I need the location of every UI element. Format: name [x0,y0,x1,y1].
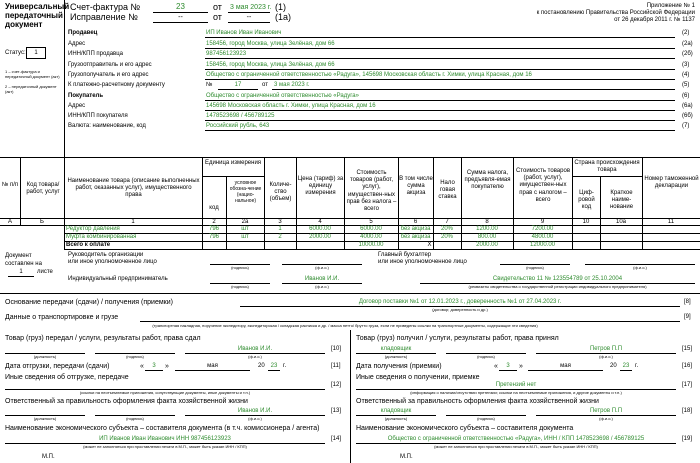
accountant-label1: Главный бухгалтер [378,252,432,258]
col-header-code: Код товара/ работ, услуг [26,182,60,196]
item-tax-rate: 20% [440,226,453,232]
col-header-qty: Количе-ство (объем) [269,182,292,203]
buyer-label: Покупатель [68,93,104,99]
doc-sheets-label3: листе [37,269,53,275]
received-fio-caption: (ф.и.о.) [599,354,613,359]
buyer-address-ref: (6а) [682,103,693,109]
resp-recv-signature-caption: (подпись) [477,416,495,421]
transport-ref: [9] [684,314,691,320]
resp-ship-label: Ответственный за правильность оформления факта хозяйственной жизни [5,398,248,405]
buyer-name: Общество с ограниченной ответственностью «Радуга» [206,93,359,99]
col-header-country: Страна происхождения товара [574,160,640,174]
invoice-date-prefix: от [213,2,222,12]
col-num-label: 4 [318,219,322,225]
col-header-cost-wo-tax: Стоимость товаров (работ, услуг), имуществен-ных прав без налога – всего [346,170,397,212]
handed-position-caption: (должность) [33,354,57,359]
col-num-label: 8 [485,219,489,225]
consignee-value: Общество с ограниченной ответственностью «Радуга», 145698 Московская область г. Химки, улица Красная, дом 16 [206,72,532,78]
item-cost-with-tax: 4800.00 [531,234,554,240]
seller-ref: (2) [682,30,690,36]
col-num-label: Б [40,219,44,225]
buyer-inn: 1478523698 / 456789125 [206,113,275,119]
seller-label: Продавец [68,30,98,36]
item-excise: без акциза [400,234,431,240]
head-signature-caption: (подпись) [231,265,249,270]
ship-ref: [11] [331,363,341,369]
col-header-country-name: Краткое наиме-нование [609,190,634,211]
status-note1: 1 – счет-фактура и передаточный документ (акт) [5,69,60,79]
ip-fio-caption: (ф.и.о.) [315,284,329,289]
entity-recv-value: Общество с ограниченной ответственностью «Радуга», ИНН / КПП 1478523698 / 456789125 [387,436,645,442]
head-fio-caption: (ф.и.о.) [315,265,329,270]
resp-ship-signature-caption: (подпись) [126,416,144,421]
col-header-unit-code: код [209,205,219,211]
col-num-label: 10 [582,219,590,225]
doc-sheets-label1: Документ [5,253,32,259]
col-num-label: 9 [540,219,545,225]
transfer-divider [350,330,351,463]
col-header-tax-amount: Сумма налога, предъявля-емая покупателю [464,170,511,191]
other-recv-value: Претензий нет [495,382,537,388]
col-num-label: 3 [278,219,282,225]
col-header-price: Цена (тариф) за единицу измерения [297,176,344,197]
col-num-label: 2а [241,219,249,225]
handed-name: Иванов И.И. [237,346,273,352]
transport-caption: (транспортная накладная, поручение экспедитору, экспедиторская / складская расписка и др. / масса нетто/ брутто груза, если не приведены ссылки на транспортные документы, содержащие эти сведения) [152,323,538,328]
shipper-ref: (3) [682,62,690,68]
invoice-ref: (1) [275,2,286,12]
entity-ship-label: Наименование экономического субъекта – составителя документа (в т.ч. комиссионера / агента) [5,425,320,432]
payment-doc-date-prefix: от [262,82,268,88]
ip-label: Индивидуальный предприниматель [68,276,168,282]
item-cost-wo-tax: 6000.00 [360,226,382,232]
col-header-num: № п/п [1,182,19,188]
col-num-label: 11 [667,219,675,225]
correction-label: Исправление № [70,12,138,22]
head-label1: Руководитель организации [68,252,144,258]
col-num-label: 2 [212,219,216,225]
upd-document: Универсальный передаточный документ Счет-фактура № 23 от 3 мая 2023 г. (1) Исправление № -- от -- (1а) Приложение № 1 к постановлению Правительства Российской Федерации от 26 декабря 2011 г. № 1137 Статус: 1 1 – счет-фактура и передаточный документ (акт) 2 – передаточный документ (акт) Продавец ИП Иванов Иван Иванович (2) Адрес 158456, город Москва, улица Зелёная, дом 66 (2а) ИНН/КПП продавца 987456123923 (2б) Грузоотправитель и его адрес 158456, город Москва, улица Зелёная, дом 66 (3) Грузополучатель и его адрес Общество с ограниченной ответственностью «Радуга», 145698 Московская область г. Химки, улица Красная, дом 16 (4) К платежно-расчетному документу № 17 от 3 мая 2023 г. (5) Покупатель Общество с ограниченной ответственностью «Радуга» (6) Адрес 145698 Московская область г. Химки, улица Красная, дом 16 (6а) ИНН/КПП покупателя 1478523698 / 456789125 (6б) Валюта: наименование, код Российский рубль, 643 (7) № п/п Код товара/ работ, услуг Наименование товара (описание выполненных работ, оказанных услуг), имущественного права Единица измерения код условное обозна-чение (нацио-нальное) Количе-ство (объем) Цена (тариф) за единицу измерения Стоимость товаров (работ, услуг), имуществен-ных прав без налога – всего В том числе сумма акциза Нало говая ставка Сумма налога, предъявля-емая покупателю Стоимость товаров (работ, услуг), имуществен-ных прав с налогом – всего Страна происхождения товара Циф-ровой код Краткое наиме-нование Номер таможенной декларации А Б 1 2 2а 3 4 5 6 7 8 9 10 10а 11 Редуктор давления 796 шт 1 6000.00 6000.00 без акциза 20% 1200.00 7200.00 Муфта комбинированная 796 шт 2 2000.00 4000.00 без акциза 20% 800.00 4800.00 Всего к оплате 10000.00 X 2000.00 12000.00 Документ составлен на 1 листе Руководитель организации или иное уполномоченное лицо (подпись) (ф.и.о.) Главный бухгалтер или иное уполномоченное лицо (подпись) (ф.и.о.) Индивидуальный предприниматель Иванов И.И. (подпись) (ф.и.о.) Свидетельство 11 № 123554789 от 25.10.2004 (реквизиты свидетельства о государственной регистрации индивидуального предпринимателя) Основание передачи (сдачи) / получения (приемки) Договор поставки №1 от 12.01.2023 г., доверенность №1 от 27.04.2023 г. (договор; доверенность и др.) [8] Данные о транспортировке и грузе (транспортная накладная, поручение экспедитору, экспедиторская / складская расписка и др. / масса нетто/ брутто груза, если не приведены ссылки на транспортные документы, содержащие эти сведения) [9] Товар (груз) передал / услуги, результаты работ, права сдал Иванов И.И. (должность) (подпись) (ф.и.о.) [10] Дата отгрузки, передачи (сдачи) « 3 » мая 20 23 г. [11] Иные сведения об отгрузке, передаче (ссылки на неотъемлемые приложения, сопутствующие документы, иные документы и т.п.) [12] Ответственный за правильность оформления факта хозяйственной жизни Иванов И.И. (должность) (подпись) (ф.и.о.) [13] Наименование экономического субъекта – составителя документа (в т.ч. комиссионера / агента) ИП Иванов Иван Иванович ИНН 987456123923 (может не заполняться при проставлении печати в М.П., может быть указан ИНН / КПП) [14] М.П. Товар (груз) получил / услуги, результаты работ, права принял кладовщик Петров П.П (должность) (подпись) (ф.и.о.) [15] Дата получения (приемки) « 3 » мая 20 23 г. [16] Иные сведения о получении, приемке Претензий нет (информация о наличии/отсутствии претензии; ссылки на неотъемлемые приложения, и другие документы и т.п.) [17] Ответственный за правильность оформления факта хозяйственной жизни кладовщик Петров П.П (должность) (подпись) (ф.и.о.) [18] Наименование экономического субъекта – составителя документа Общество с ограниченной ответственностью «Радуга», ИНН / КПП 1478523698 / 456789125 (может не заполняться при проставлении печати в М.П., может быть указан ИНН / КПП) [19] М.П. [0,0,700,463]
doc-sheets-count: 1 [19,269,23,275]
resp-ship-name: Иванов И.И. [237,408,273,414]
entity-ship-ref: [14] [331,436,342,442]
resp-recv-ref: [18] [682,408,693,414]
ship-day: 3 [152,363,156,369]
recv-month: мая [560,363,571,369]
item-name: Муфта комбинированная [66,234,137,240]
ship-year: 23 [270,363,278,369]
handed-signature-caption: (подпись) [126,354,144,359]
resp-recv-label: Ответственный за правильность оформления факта хозяйственной жизни [356,398,599,405]
buyer-inn-ref: (6б) [682,113,693,119]
recv-ref: [16] [682,363,693,369]
buyer-inn-label: ИНН/КПП покупателя [68,113,128,119]
handed-ref: [10] [331,346,342,352]
total-label: Всего к оплате [66,242,111,248]
total-cost-with-tax: 12000.00 [529,242,556,248]
other-recv-label: Иные сведения о получении, приемке [356,374,480,381]
handed-label: Товар (груз) передал / услуги, результаты работ, права сдал [5,335,201,342]
buyer-address: 145698 Московская область г. Химки, улица Красная, дом 16 [206,103,376,109]
seller-address-ref: (2а) [682,41,693,47]
total-excise: X [427,242,432,248]
seller-inn: 987456123923 [206,51,247,57]
col-num-label: 1 [131,219,135,225]
entity-recv-label: Наименование экономического субъекта – составителя документа [356,425,574,432]
total-tax: 2000.00 [476,242,498,248]
entity-ship-caption: (может не заполняться при проставлении печати в М.П., может быть указан ИНН / КПП) [83,444,247,449]
recv-year-suffix: г. [635,363,639,369]
ship-month: мая [207,363,218,369]
seller-inn-ref: (2б) [682,51,693,57]
received-name: Петров П.П [589,346,623,352]
other-recv-ref: [17] [682,382,693,388]
consignee-ref: (4) [682,72,690,78]
received-ref: [15] [682,346,693,352]
col-num-label: 6 [413,219,418,225]
item-tax-amount: 800.00 [477,234,497,240]
item-name: Редуктор давления [66,226,120,232]
other-ship-caption: (ссылки на неотъемлемые приложения, сопутствующие документы, иные документы и т.п.) [79,390,251,395]
seller-inn-label: ИНН/КПП продавца [68,51,124,57]
item-unit: шт [241,234,249,240]
item-tax-amount: 1200.00 [476,226,498,232]
ip-name: Иванов И.И. [304,276,340,282]
received-signature-caption: (подпись) [477,354,495,359]
item-qty: 2 [278,234,282,240]
basis-caption: (договор; доверенность и др.) [432,307,488,312]
received-position-caption: (должность) [384,354,408,359]
ip-signature-caption: (подпись) [231,284,249,289]
doc-title-line3: документ [5,20,43,29]
other-recv-caption: (информация о наличии/отсутствии претензии; ссылки на неотъемлемые приложения, и другие документы и т.п.) [410,390,622,395]
item-unit-code: 796 [208,234,219,240]
basis-label: Основание передачи (сдачи) / получения (приемки) [5,299,173,306]
item-qty: 1 [278,226,282,232]
invoice-date: 3 мая 2023 г. [230,4,272,11]
entity-recv-caption: (может не заполняться при проставлении печати в М.П., может быть указан ИНН / КПП) [434,444,598,449]
correction-ref: (1а) [275,12,292,22]
shipper-label: Грузоотправитель и его адрес [68,62,152,68]
status-label: Статус: [5,50,26,56]
item-cost-wo-tax: 4000.00 [360,234,382,240]
col-num-label: А [7,219,12,225]
basis-ref: [8] [684,299,691,305]
invoice-number: 23 [176,2,185,11]
col-header-name: Наименование товара (описание выполненных работ, оказанных услуг), имущественного права [67,178,200,199]
col-header-country-code: Циф-ровой код [578,190,595,211]
buyer-address-label: Адрес [68,103,86,109]
correction-date: -- [246,14,252,21]
received-label: Товар (груз) получил / услуги, результаты работ, права принял [356,335,559,342]
recv-year-prefix: 20 [610,363,617,369]
item-unit-code: 796 [208,226,219,232]
ip-certificate: Свидетельство 11 № 123554789 от 25.10.2004 [492,276,623,282]
payment-doc-date: 3 мая 2023 г. [274,82,310,88]
recv-year: 23 [622,363,630,369]
transport-label: Данные о транспортировке и грузе [5,314,119,321]
col-header-unit: Единица измерения [204,160,262,166]
resp-recv-position: кладовщик [380,408,412,414]
appendix-line1: Приложение № 1 [646,3,695,9]
appendix-line2: к постановлению Правительства Российской Федерации [536,10,695,16]
status-value: 1 [26,47,46,59]
appendix-line3: от 26 декабря 2011 г. № 1137 [614,17,695,23]
stamp-recv: М.П. [400,454,413,460]
handed-fio-caption: (ф.и.о.) [248,354,262,359]
doc-title-line1: Универсальный [5,2,70,11]
item-unit: шт [241,226,249,232]
resp-recv-position-caption: (должность) [384,416,408,421]
doc-sheets-label2: составлен на [5,261,42,267]
payment-doc-label: К платежно-расчетному документу [68,82,165,88]
item-tax-rate: 20% [440,234,453,240]
seller-address-label: Адрес [68,41,86,47]
ship-date-label: Дата отгрузки, передачи (сдачи) [5,363,110,370]
payment-doc-no: 17 [234,82,242,88]
accountant-label2: или иное уполномоченное лицо [378,259,467,265]
recv-date-label: Дата получения (приемки) [356,363,442,370]
col-header-unit-name: условное обозна-чение (нацио-нальное) [229,180,262,204]
accountant-signature-caption: (подпись) [526,265,544,270]
col-header-customs: Номер таможенной декларации [644,176,699,190]
buyer-ref: (6) [682,93,690,99]
accountant-fio-caption: (ф.и.о.) [633,265,647,270]
total-cost-wo-tax: 10000.00 [358,242,384,248]
currency-ref: (7) [682,123,690,129]
resp-ship-ref: [13] [331,408,342,414]
received-position: кладовщик [380,346,412,352]
entity-recv-ref: [19] [682,436,693,442]
payment-doc-no-prefix: № [206,82,213,88]
currency-label: Валюта: наименование, код [68,123,146,129]
consignee-label: Грузополучатель и его адрес [68,72,149,78]
correction-number: -- [178,14,183,21]
resp-ship-position-caption: (должность) [33,416,57,421]
ip-certificate-caption: (реквизиты свидетельства о государственной регистрации индивидуального предпринимателя) [468,284,647,289]
status-note2: 2 – передаточный документ (акт) [5,84,57,94]
payment-doc-ref: (5) [682,82,690,88]
col-num-label: 5 [369,219,373,225]
item-cost-with-tax: 7200.00 [531,226,554,232]
col-header-excise: В том числе сумма акциза [399,176,433,197]
other-ship-label: Иные сведения об отгрузке, передаче [5,374,129,381]
head-label2: или иное уполномоченное лицо [68,259,157,265]
col-header-tax-rate: Нало говая ставка [438,180,457,201]
item-price: 6000.00 [309,226,331,232]
doc-title-line2: передаточный [5,11,63,20]
item-excise: без акциза [400,226,431,232]
basis-value: Договор поставки №1 от 12.01.2023 г., доверенность №1 от 27.04.2023 г. [358,299,562,305]
seller-name: ИП Иванов Иван Иванович [206,30,282,36]
stamp-ship: М.П. [42,454,55,460]
resp-recv-fio-caption: (ф.и.о.) [599,416,613,421]
other-ship-ref: [12] [331,382,342,388]
seller-address: 158456, город Москва, улица Зелёная, дом 66 [206,41,335,47]
resp-recv-name: Петров П.П [589,408,623,414]
correction-date-prefix: от [213,12,222,22]
col-num-label: 7 [445,219,449,225]
item-price: 2000.00 [309,234,331,240]
recv-day: 3 [506,363,510,369]
currency-value: Российский рубль, 643 [206,123,270,129]
ship-year-prefix: 20 [258,363,265,369]
resp-ship-fio-caption: (ф.и.о.) [248,416,262,421]
shipper-value: 158456, город Москва, улица Зелёная, дом 66 [206,62,335,68]
ship-year-suffix: г. [283,363,287,369]
entity-ship-value: ИП Иванов Иван Иванович ИНН 987456123923 [99,436,231,442]
invoice-label: Счет-фактура № [70,2,141,12]
col-header-cost-with-tax: Стоимость товаров (работ, услуг), имуществен-ных прав с налогом – всего [515,168,571,203]
col-num-label: 10а [615,219,626,225]
